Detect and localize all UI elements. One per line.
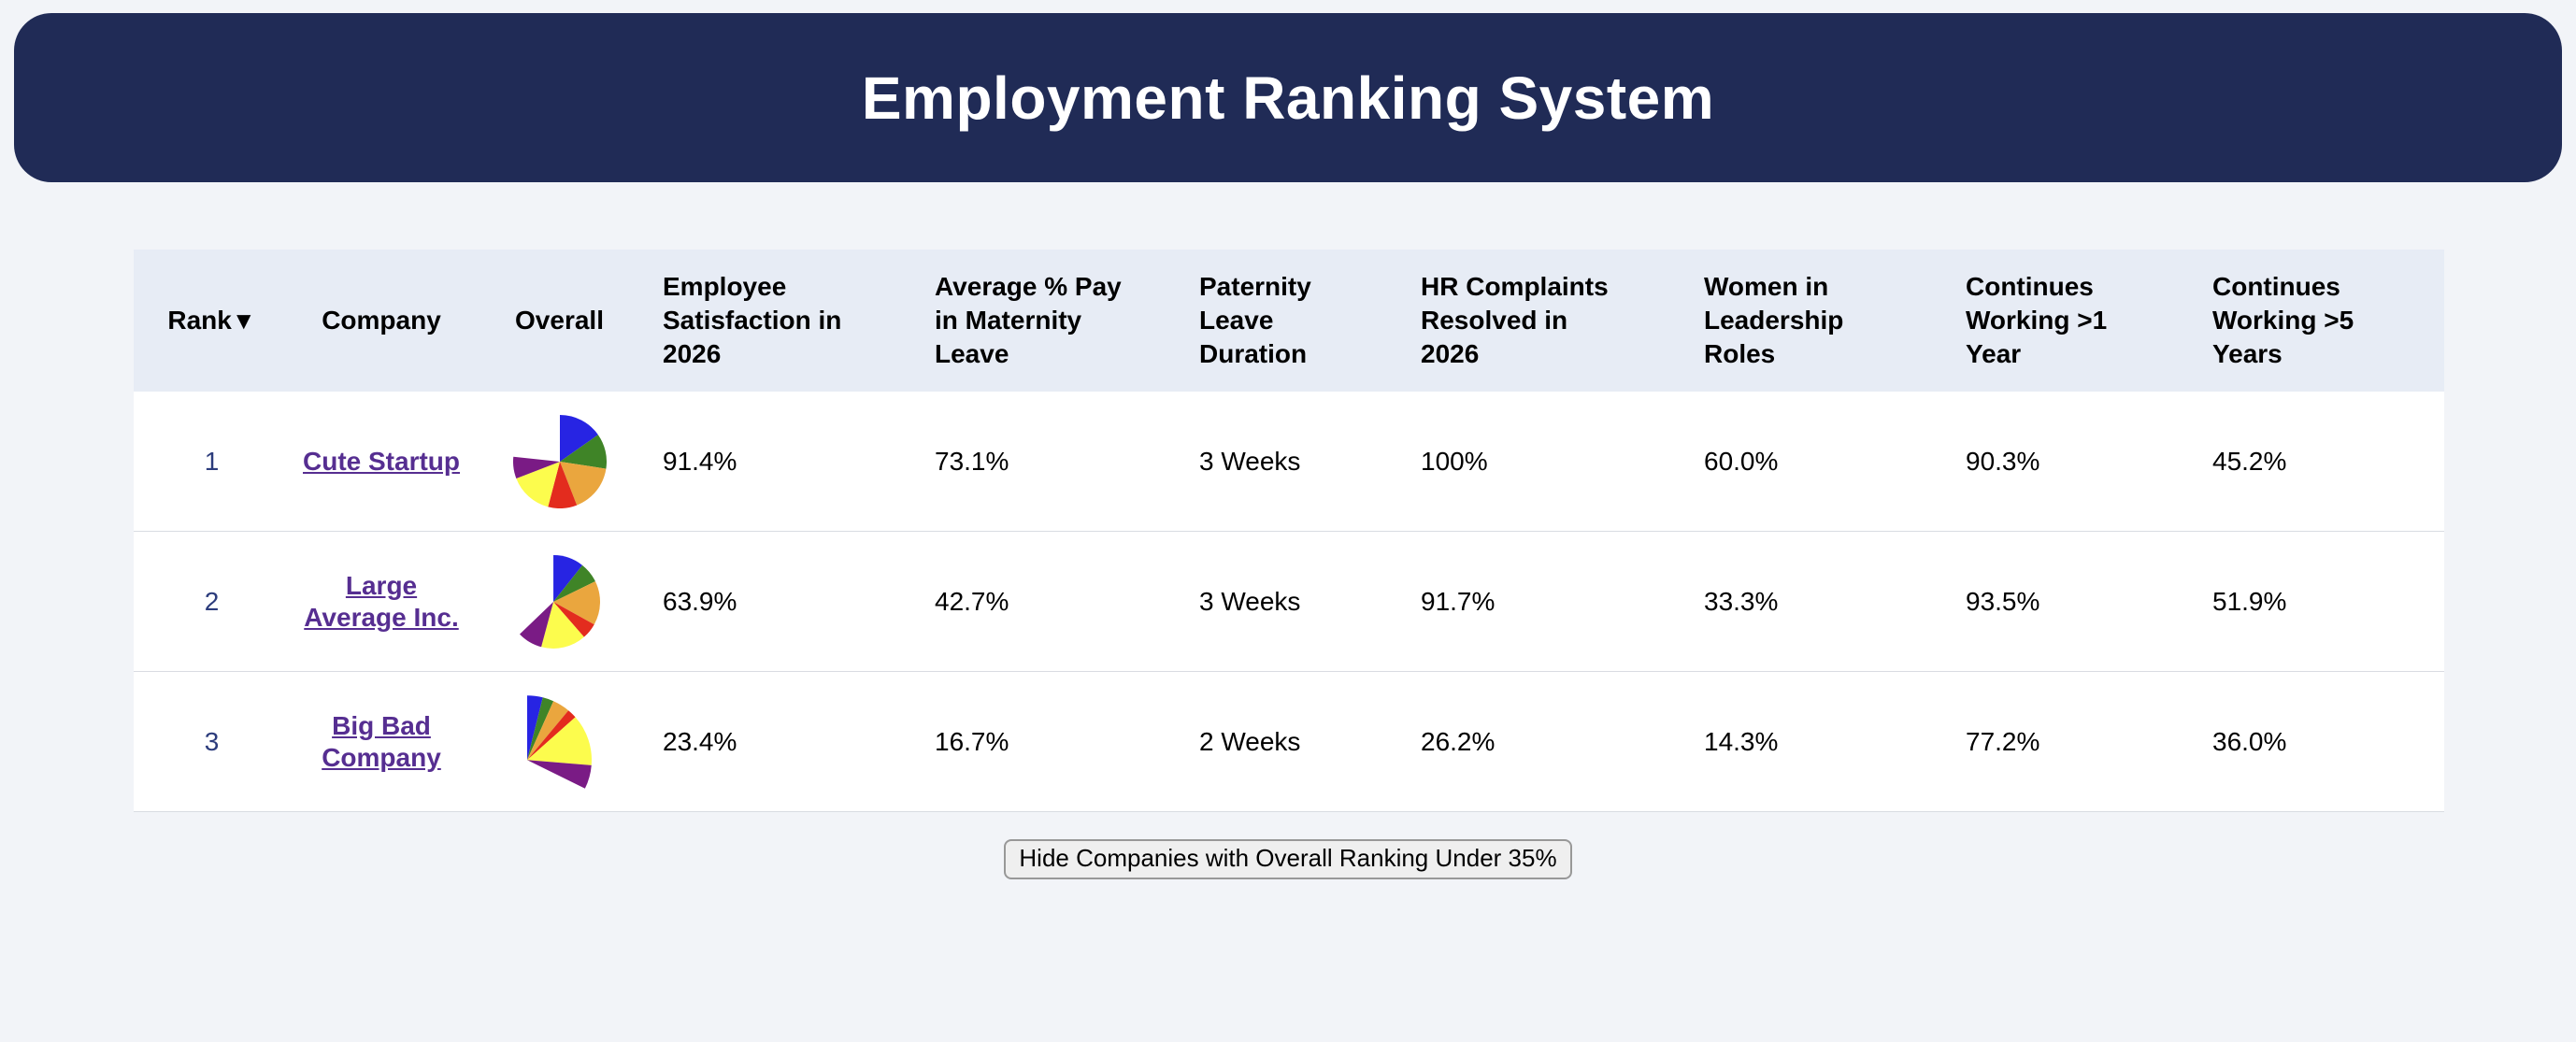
cell-women-leadership: 60.0% [1687,392,1949,532]
cell-paternity-leave: 2 Weeks [1182,672,1404,812]
overall-pie-chart [513,445,607,474]
rank-cell: 3 [134,672,290,812]
cell-working-5yr: 36.0% [2196,672,2444,812]
overall-cell [473,672,646,812]
overall-cell [473,532,646,672]
cell-employee-satisfaction: 63.9% [646,532,918,672]
table-header-row [134,250,2444,392]
app-header [14,13,2562,182]
company-cell [290,392,473,532]
column-header-hr-complaints: HR Complaints Resolved in 2026 [1404,250,1687,392]
rank-cell: 2 [134,532,290,672]
column-header-maternity-pay: Average % Pay in Maternity Leave [918,250,1182,392]
cell-paternity-leave: 3 Weeks [1182,392,1404,532]
column-header-working-1yr: Continues Working >1 Year [1949,250,2196,392]
rank-cell: 1 [134,392,290,532]
cell-paternity-leave: 3 Weeks [1182,532,1404,672]
table-actions [0,839,2576,879]
overall-pie-chart [520,585,600,614]
company-link[interactable]: Cute Startup [303,446,460,476]
company-link[interactable]: Big Bad Company [322,710,441,772]
cell-women-leadership: 33.3% [1687,532,1949,672]
cell-employee-satisfaction: 91.4% [646,392,918,532]
ranking-table [134,250,2444,812]
column-header-paternity-leave: Paternity Leave Duration [1182,250,1404,392]
company-link[interactable]: Large Average Inc. [304,570,459,632]
cell-maternity-pay: 16.7% [918,672,1182,812]
column-header-company: Company [290,250,473,392]
cell-working-1yr: 77.2% [1949,672,2196,812]
company-cell [290,532,473,672]
cell-hr-complaints: 91.7% [1404,532,1687,672]
cell-maternity-pay: 73.1% [918,392,1182,532]
column-header-employee-satisfaction: Employee Satisfaction in 2026 [646,250,918,392]
cell-working-5yr: 51.9% [2196,532,2444,672]
overall-pie-chart [527,725,592,754]
cell-women-leadership: 14.3% [1687,672,1949,812]
company-cell [290,672,473,812]
page-title: Employment Ranking System [861,64,1715,132]
cell-working-5yr: 45.2% [2196,392,2444,532]
sort-descending-icon: ▼ [231,307,256,335]
cell-working-1yr: 93.5% [1949,532,2196,672]
table-row [134,532,2444,672]
cell-employee-satisfaction: 23.4% [646,672,918,812]
cell-maternity-pay: 42.7% [918,532,1182,672]
rank-header-label: Rank [167,306,232,335]
column-header-women-leadership: Women in Leadership Roles [1687,250,1949,392]
cell-hr-complaints: 26.2% [1404,672,1687,812]
cell-hr-complaints: 100% [1404,392,1687,532]
cell-working-1yr: 90.3% [1949,392,2196,532]
table-row [134,392,2444,532]
column-header-rank[interactable] [134,250,290,392]
hide-companies-button[interactable]: Hide Companies with Overall Ranking Under 35% [1004,839,1571,879]
overall-cell [473,392,646,532]
column-header-overall: Overall [473,250,646,392]
column-header-working-5yr: Continues Working >5 Years [2196,250,2444,392]
ranking-table-container [134,250,2444,812]
table-row [134,672,2444,812]
